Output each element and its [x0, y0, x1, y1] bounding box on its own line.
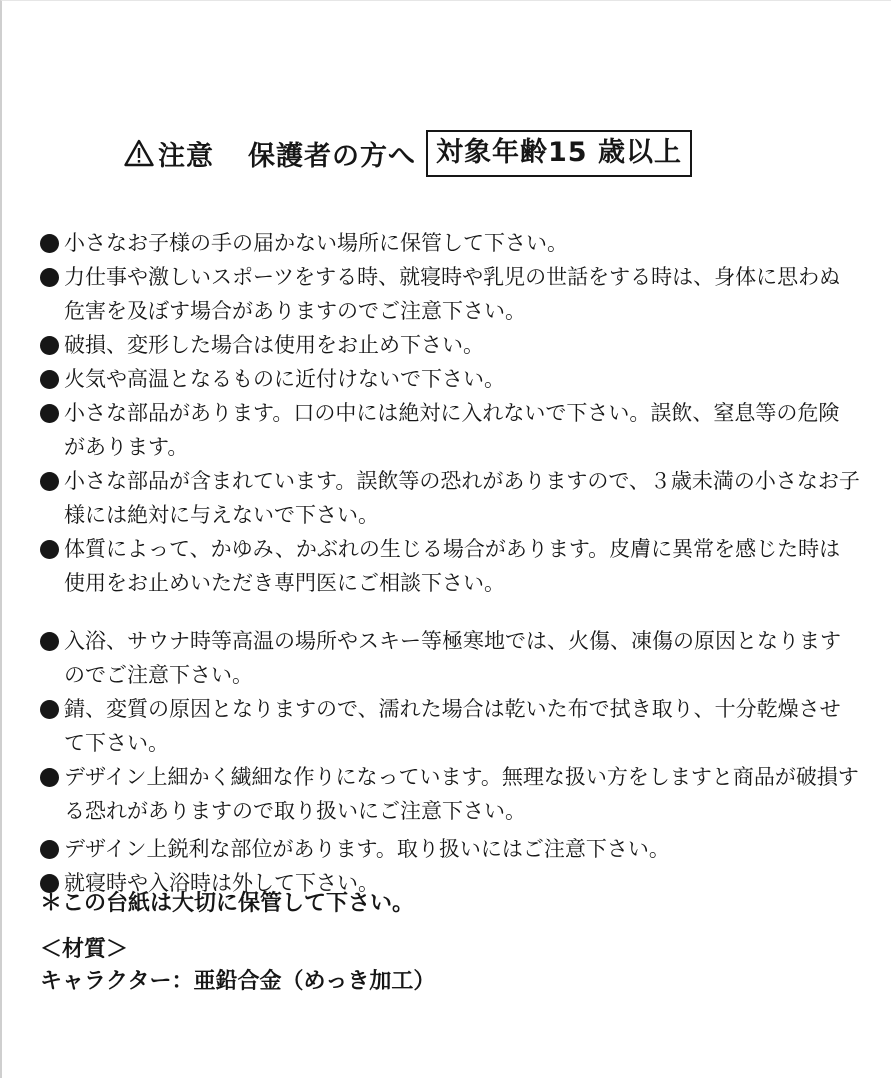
bullet-icon	[40, 370, 59, 389]
bullet-icon	[40, 540, 59, 559]
caution-item	[40, 624, 860, 692]
caution-item-text: 体質によって、かゆみ、かぶれの生じる場合があります。皮膚に異常を感じた時は使用をお止めいただき専門医にご相談下さい。	[64, 537, 841, 595]
bullet-icon	[40, 840, 59, 859]
caution-item	[40, 464, 860, 532]
caution-item-text: 火気や高温となるものに近付けないで下さい。	[64, 367, 505, 391]
bullet-icon	[40, 336, 59, 355]
bullet-icon	[40, 472, 59, 491]
bullet-icon	[40, 700, 59, 719]
caution-item	[40, 362, 860, 396]
caution-item-text: 破損、変形した場合は使用をお止め下さい。	[64, 333, 484, 357]
caution-item-text: 入浴、サウナ時等高温の場所やスキー等極寒地では、火傷、凍傷の原因となりますのでご注意下さい。	[64, 629, 841, 687]
material-heading: ＜材質＞	[40, 937, 129, 962]
caution-item	[40, 260, 860, 328]
bullet-icon	[40, 768, 59, 787]
material-line: キャラクター：亜鉛合金（めっき加工）	[40, 969, 436, 994]
material-section	[40, 934, 435, 998]
caution-item	[40, 226, 860, 260]
caution-item	[40, 328, 860, 362]
bullet-icon	[40, 404, 59, 423]
caution-item	[40, 532, 860, 600]
caution-label: 注意	[158, 140, 214, 172]
warning-triangle-icon	[124, 139, 154, 167]
caution-item-text: 小さなお子様の手の届かない場所に保管して下さい。	[64, 231, 568, 255]
bullet-icon	[40, 632, 59, 651]
caution-item-text: デザイン上細かく繊細な作りになっています。無理な扱い方をしますと商品が破損する恐れがありますので取り扱いにご注意下さい。	[64, 765, 859, 823]
caution-item-text: 錆、変質の原因となりますので、濡れた場合は乾いた布で拭き取り、十分乾燥させて下さい。	[64, 697, 841, 755]
caution-item-text: 小さな部品があります。口の中には絶対に入れないで下さい。誤飲、窒息等の危険があります。	[64, 401, 840, 459]
caution-item-text: デザイン上鋭利な部位があります。取り扱いにはご注意下さい。	[64, 837, 670, 861]
bullet-icon	[40, 234, 59, 253]
caution-list	[40, 226, 860, 900]
caution-item	[40, 760, 860, 828]
caution-item-text: 就寝時や入浴時は外して下さい。	[64, 871, 379, 895]
caution-item	[40, 832, 860, 866]
caution-item-text: 小さな部品が含まれています。誤飲等の恐れがありますので、３歳未満の小さなお子様には絶対に与えないで下さい。	[64, 469, 860, 527]
caution-item	[40, 396, 860, 464]
caution-item	[40, 692, 860, 760]
age-label: 対象年齢15 歳以上	[426, 130, 692, 177]
caution-header	[124, 130, 692, 176]
bullet-icon	[40, 268, 59, 287]
audience-label: 保護者の方へ	[248, 140, 416, 172]
keep-card-note: ＊この台紙は大切に保管して下さい。	[40, 891, 415, 916]
caution-item-text: 力仕事や激しいスポーツをする時、就寝時や乳児の世話をする時は、身体に思わぬ危害を及ぼす場合がありますのでご注意下さい。	[64, 265, 841, 323]
